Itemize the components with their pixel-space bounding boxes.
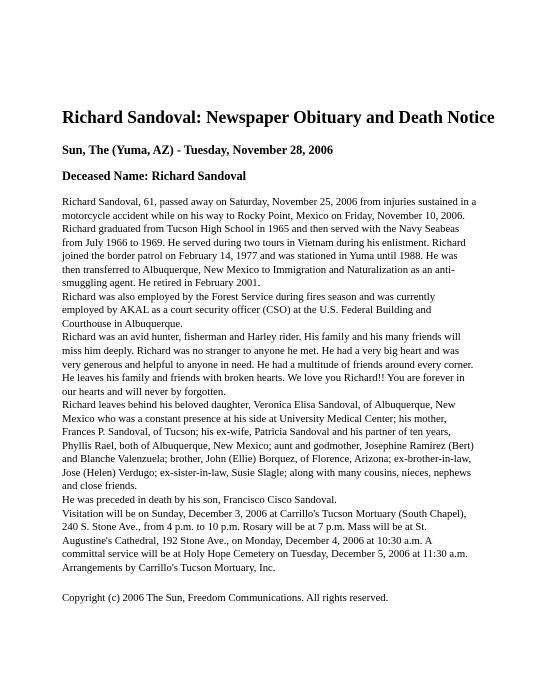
text-line: then transferred to Albuquerque, New Mexico to Immigration and Naturalization as an anti- xyxy=(62,263,455,276)
obituary-paragraph xyxy=(62,291,482,332)
text-line: Richard Sandoval, 61, passed away on Saturday, November 25, 2006 from injuries sustained in a xyxy=(62,196,477,208)
text-line: Richard graduated from Tucson High School in 1965 and then served with the Navy Seabeas xyxy=(62,223,460,236)
obituary-body xyxy=(62,196,482,575)
text-line: Phyllis Rael, both of Albuquerque, New Mexico; aunt and godmother, Josephine Ramirez (Bert) xyxy=(62,439,474,452)
text-line: He was preceded in death by his son, Francisco Cisco Sandoval. xyxy=(62,494,337,507)
obituary-paragraph xyxy=(62,494,482,508)
text-line: Augustine's Cathedral, 192 Stone Ave., on Monday, December 4, 2006 at 10:30 a.m. A xyxy=(62,534,433,547)
text-line: Richard was also employed by the Forest Service during fires season and was currently xyxy=(62,290,436,303)
text-line: Courthouse in Albuquerque. xyxy=(62,317,183,330)
text-line: very generous and helpful to anyone in need. He had a multitude of friends around every corner. xyxy=(62,358,474,371)
source-line: Sun, The (Yuma, AZ) - Tuesday, November 28, 2006 xyxy=(62,143,334,157)
text-line: and close friends. xyxy=(62,480,138,493)
copyright-notice: Copyright (c) 2006 The Sun, Freedom Communications. All rights reserved. xyxy=(62,592,389,605)
obituary-paragraph xyxy=(62,331,482,399)
text-line: He leaves his family and friends with broken hearts. We love you Richard!! You are forever in xyxy=(62,372,465,385)
text-line: miss him deeply. Richard was no stranger to anyone he met. He had a very big heart and was xyxy=(62,345,460,358)
obituary-paragraph xyxy=(62,196,482,291)
text-line: Mexico who was a constant presence at his side at University Medical Center; his mother, xyxy=(62,412,447,425)
text-line: smuggling agent. He retired in February 2001. xyxy=(62,277,261,290)
obituary-paragraph xyxy=(62,399,482,494)
text-line: Jose (Helen) Verdugo; ex-sister-in-law, Susie Slagle; along with many cousins, nieces, nephews xyxy=(62,466,472,479)
obituary-paragraph xyxy=(62,508,482,576)
text-line: committal service will be at Holy Hope Cemetery on Tuesday, December 5, 2006 at 11:30 a.m. xyxy=(62,548,468,561)
deceased-name: Deceased Name: Richard Sandoval xyxy=(62,169,247,183)
text-line: employed by AKAL as a court security officer (CSO) at the U.S. Federal Building and xyxy=(62,304,432,317)
text-line: and Blanche Valenzuela; brother, John (Ellie) Borquez, of Florence, Arizona; ex-brother-in-law, xyxy=(62,453,472,466)
text-line: Richard leaves behind his beloved daughter, Veronica Elisa Sandoval, of Albuquerque, New xyxy=(62,399,456,412)
obituary-page xyxy=(62,106,495,605)
text-line: from July 1966 to 1969. He served during two tours in Vietnam during his enlistment. Richard xyxy=(62,236,466,249)
text-line: motorcycle accident while on his way to Rocky Point, Mexico on Friday, November 10, 2006. xyxy=(62,209,465,222)
text-line: joined the border patrol on February 14, 1977 and was stationed in Yuma until 1988. He was xyxy=(62,250,458,263)
text-line: Frances P. Sandoval, of Tucson; his ex-wife, Patricia Sandoval and his partner of ten years, xyxy=(62,426,451,439)
text-line: Arrangements by Carrillo's Tucson Mortuary, Inc. xyxy=(62,561,276,574)
text-line: Visitation will be on Sunday, December 3, 2006 at Carrillo's Tucson Mortuary (South Chapel), xyxy=(62,507,467,520)
page-title: Richard Sandoval: Newspaper Obituary and Death Notice xyxy=(62,107,495,127)
text-line: our hearts and will never by forgotten. xyxy=(62,385,226,398)
text-line: 240 S. Stone Ave., from 4 p.m. to 10 p.m. Rosary will be at 7 p.m. Mass will be at St. xyxy=(62,521,427,534)
text-line: Richard was an avid hunter, fisherman and Harley rider. His family and his many friends will xyxy=(62,331,461,344)
